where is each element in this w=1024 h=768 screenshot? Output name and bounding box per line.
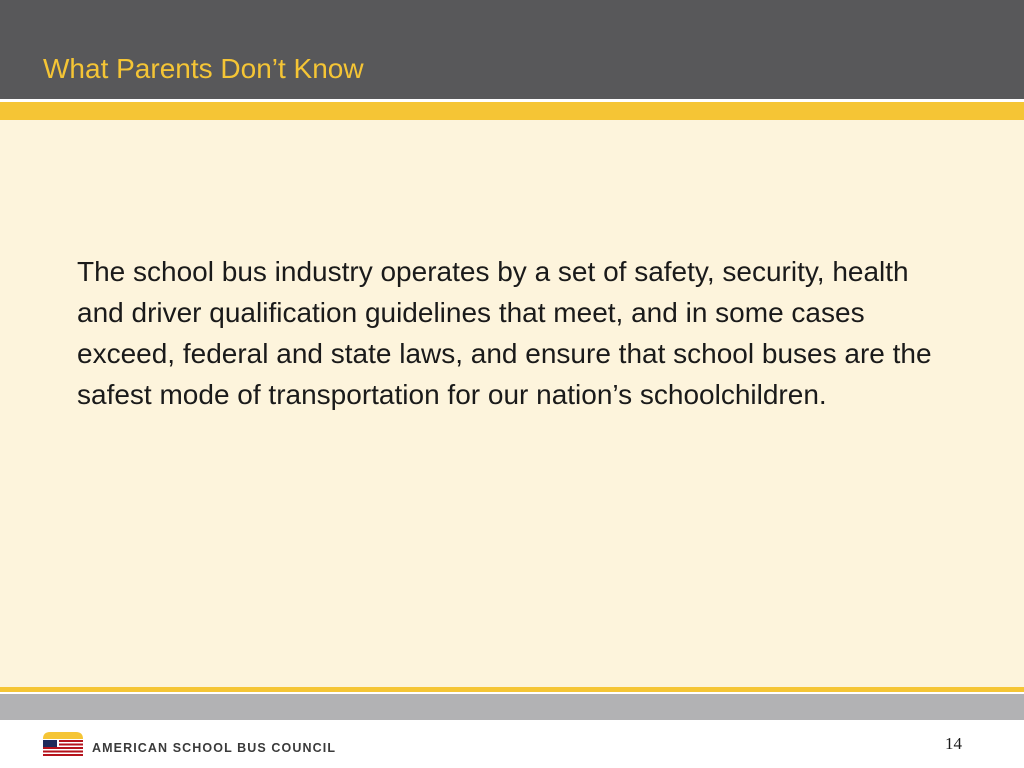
school-bus-flag-logo-icon xyxy=(40,730,86,758)
slide-header xyxy=(0,0,1024,99)
footer-logo xyxy=(40,730,336,758)
body-text: The school bus industry operates by a set of safety, security, health and driver qualification guidelines that meet, and in some cases exceed, federal and state laws, and ensure that school buses are the safest mode of transportation for our nation’s schoolchildren. xyxy=(77,256,932,410)
slide-title: What Parents Don’t Know xyxy=(43,53,364,84)
logo-wordmark: AMERICAN SCHOOL BUS COUNCIL xyxy=(92,741,337,755)
top-accent-stripe xyxy=(0,102,1024,120)
footer-bar xyxy=(0,694,1024,720)
page-number: 14 xyxy=(945,734,962,753)
